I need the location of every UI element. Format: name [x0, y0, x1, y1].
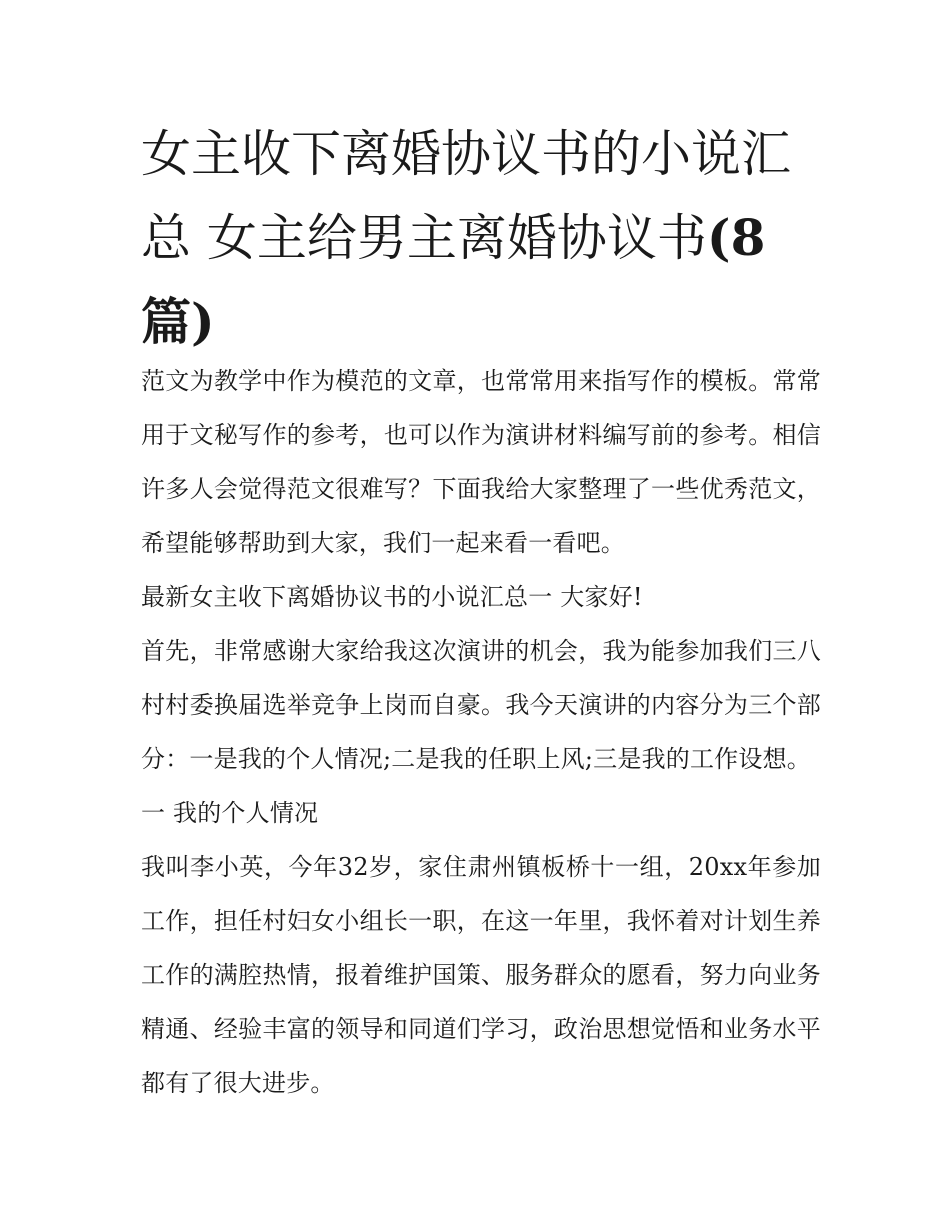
document-title — [141, 112, 821, 364]
body-paragraph: 我叫李小英，今年32岁，家住肃州镇板桥十一组，20xx年参加工作，担任村妇女小组长一职，在这一年里，我怀着对计划生养工作的满腔热情，报着维护国策、服务群众的愿看，努力向业务精通、经验丰富的领导和同道们学习，政治思想觉悟和业务水平都有了很大进步。 — [141, 853, 821, 1097]
title-suffix-text: (8 — [706, 208, 766, 267]
subsection-heading: 一 我的个人情况 — [141, 799, 319, 827]
title-main-text: 女主收下离婚协议书的小说汇总 女主给男主离婚协议书 — [141, 125, 791, 267]
title-end-text: 篇) — [141, 292, 215, 351]
section-heading-paragraph: 最新女主收下离婚协议书的小说汇总一 大家好! — [141, 583, 643, 611]
document-body — [141, 354, 821, 1110]
body-paragraph: 首先，非常感谢大家给我这次演讲的机会，我为能参加我们三八村村委换届选举竞争上岗而自豪。我今天演讲的内容分为三个部分：一是我的个人情况;二是我的任职上风;三是我的工作设想。 — [141, 637, 821, 773]
intro-paragraph: 范文为教学中作为模范的文章，也常常用来指写作的模板。常常用于文秘写作的参考，也可以作为演讲材料编写前的参考。相信许多人会觉得范文很难写？下面我给大家整理了一些优秀范文，希望能够帮助到大家，我们一起来看一看吧。 — [141, 367, 821, 557]
